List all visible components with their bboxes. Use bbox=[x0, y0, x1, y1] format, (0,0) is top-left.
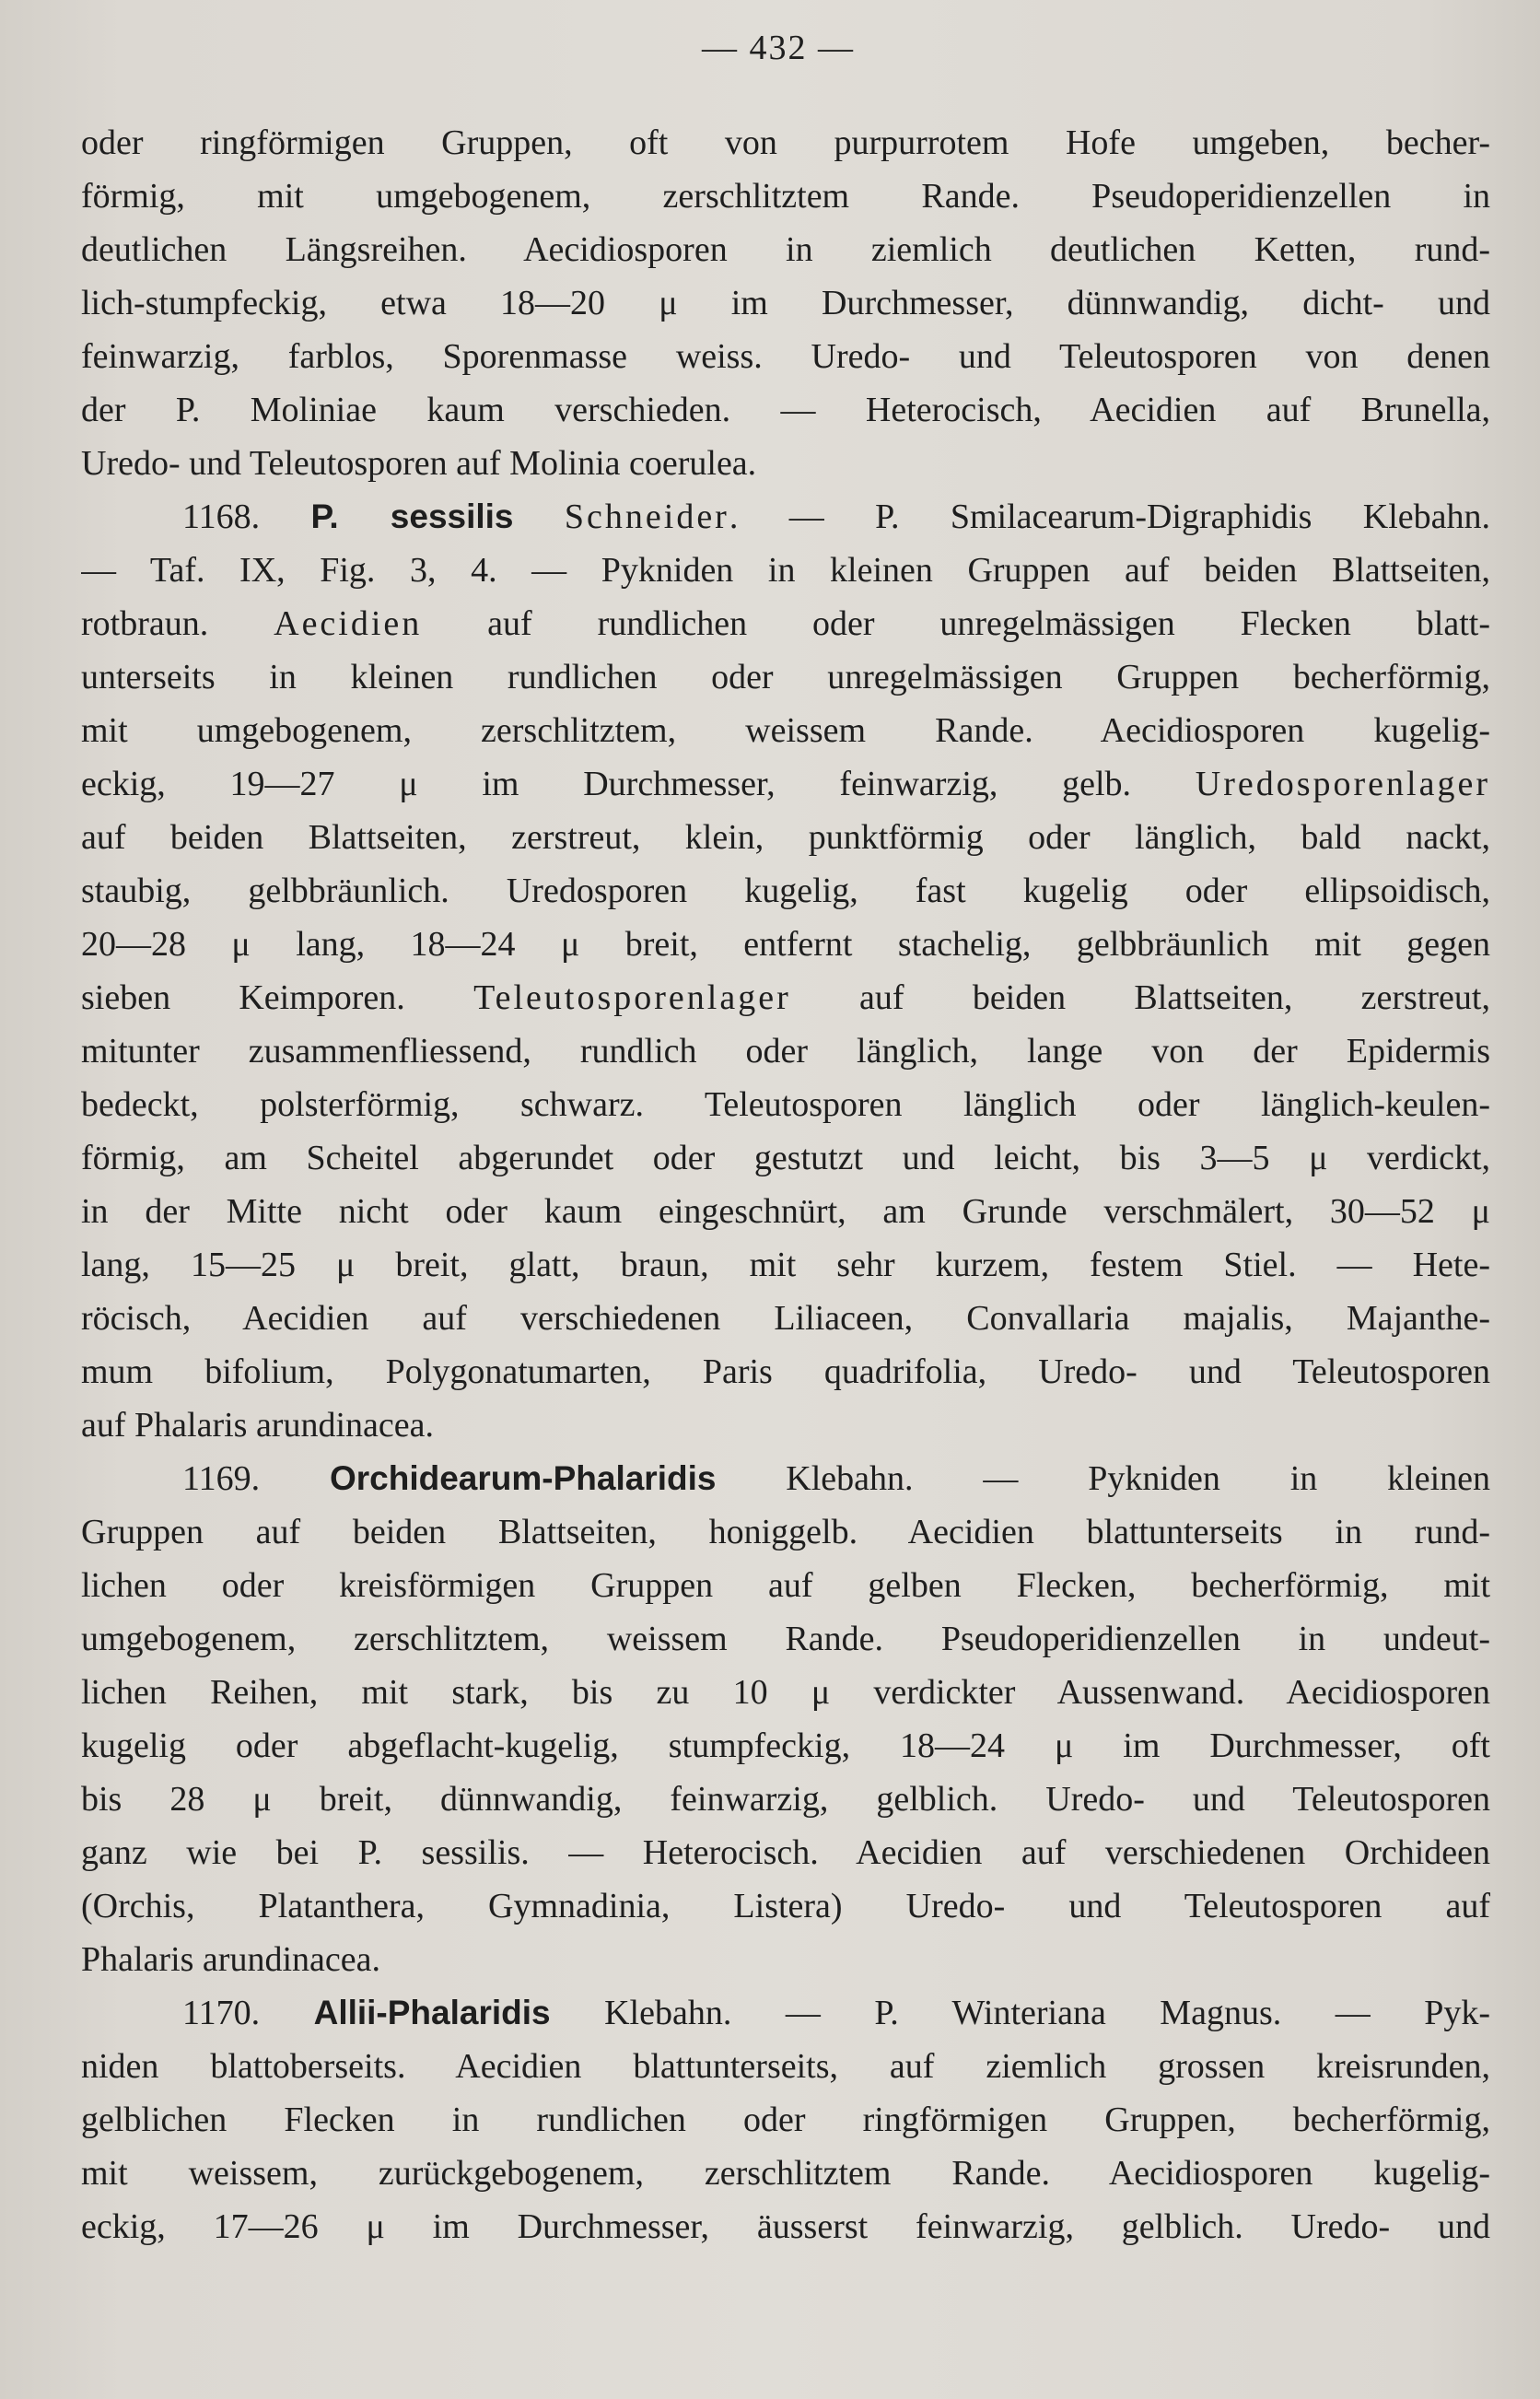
text-line: röcisch, Aecidien auf verschiedenen Liliaceen, Convallaria majalis, Majanthe- bbox=[81, 1299, 1490, 1338]
text-line: niden blattoberseits. Aecidien blattunterseits, auf ziemlich grossen kreisrunden, bbox=[81, 2047, 1490, 2086]
text-line: eckig, 17—26 μ im Durchmesser, äusserst feinwarzig, gelblich. Uredo- und bbox=[81, 2207, 1490, 2246]
spaced-term: Uredosporenlager bbox=[1195, 765, 1490, 803]
entry-1168-heading: 1168. P. sessilis Schneider. — P. Smilacearum-Digraphidis Klebahn. bbox=[182, 497, 1490, 536]
text-line: bedeckt, polsterförmig, schwarz. Teleutosporen länglich oder länglich-keulen- bbox=[81, 1085, 1490, 1124]
text-line: lich-stumpfeckig, etwa 18—20 μ im Durchmesser, dünnwandig, dicht- und bbox=[81, 284, 1490, 322]
text-line: 20—28 μ lang, 18—24 μ breit, entfernt stachelig, gelbbräunlich mit gegen bbox=[81, 925, 1490, 964]
text-line: auf Phalaris arundinacea. bbox=[81, 1406, 434, 1445]
spaced-term: Aecidien bbox=[274, 604, 423, 643]
text-line: (Orchis, Platanthera, Gymnadinia, Listera) Uredo- und Teleutosporen auf bbox=[81, 1887, 1490, 1925]
page-number: — 432 — bbox=[702, 29, 855, 67]
text-line: förmig, mit umgebogenem, zerschlitztem Rande. Pseudoperidienzellen in bbox=[81, 177, 1490, 216]
text-line: in der Mitte nicht oder kaum eingeschnürt, am Grunde verschmälert, 30—52 μ bbox=[81, 1192, 1490, 1231]
text-line: der P. Moliniae kaum verschieden. — Heterocisch, Aecidien auf Brunella, bbox=[81, 391, 1490, 429]
text-line: — Taf. IX, Fig. 3, 4. — Pykniden in kleinen Gruppen auf beiden Blattseiten, bbox=[81, 551, 1490, 590]
entry-1169-heading: 1169. Orchidearum-Phalaridis Klebahn. — Pykniden in kleinen bbox=[182, 1459, 1490, 1498]
text-line: Phalaris arundinacea. bbox=[81, 1940, 380, 1979]
text-line: mum bifolium, Polygonatumarten, Paris quadrifolia, Uredo- und Teleutosporen bbox=[81, 1352, 1490, 1391]
text-line: staubig, gelbbräunlich. Uredosporen kugelig, fast kugelig oder ellipsoidisch, bbox=[81, 872, 1490, 910]
text-line: Uredo- und Teleutosporen auf Molinia coerulea. bbox=[81, 444, 757, 483]
text-line: rotbraun. Aecidien auf rundlichen oder unregelmässigen Flecken blatt- bbox=[81, 604, 1490, 643]
entry-1170-heading: 1170. Allii-Phalaridis Klebahn. — P. Winteriana Magnus. — Pyk- bbox=[182, 1994, 1490, 2032]
species-name: P. sessilis bbox=[310, 497, 514, 535]
text-line: umgebogenem, zerschlitztem, weissem Rande. Pseudoperidienzellen in undeut- bbox=[81, 1620, 1490, 1658]
text-line: kugelig oder abgeflacht-kugelig, stumpfeckig, 18—24 μ im Durchmesser, oft bbox=[81, 1726, 1490, 1765]
text-line: förmig, am Scheitel abgerundet oder gestutzt und leicht, bis 3—5 μ verdickt, bbox=[81, 1139, 1490, 1177]
text-line: auf beiden Blattseiten, zerstreut, klein, punktförmig oder länglich, bald nackt, bbox=[81, 818, 1490, 857]
author-name: Schneider bbox=[564, 497, 729, 536]
text-line: eckig, 19—27 μ im Durchmesser, feinwarzig, gelb. Uredosporenlager bbox=[81, 765, 1490, 803]
body-text bbox=[81, 116, 1490, 2253]
text-line: feinwarzig, farblos, Sporenmasse weiss. Uredo- und Teleutosporen von denen bbox=[81, 337, 1490, 376]
text-line: ganz wie bei P. sessilis. — Heterocisch. Aecidien auf verschiedenen Orchideen bbox=[81, 1833, 1490, 1872]
species-name: Allii-Phalaridis bbox=[313, 1994, 551, 2031]
text-line: lichen oder kreisförmigen Gruppen auf gelben Flecken, becherförmig, mit bbox=[81, 1566, 1490, 1605]
text-line: Gruppen auf beiden Blattseiten, honiggelb. Aecidien blattunterseits in rund- bbox=[81, 1513, 1490, 1551]
text-line: bis 28 μ breit, dünnwandig, feinwarzig, gelblich. Uredo- und Teleutosporen bbox=[81, 1780, 1490, 1819]
text-line: mit weissem, zurückgebogenem, zerschlitztem Rande. Aecidiosporen kugelig- bbox=[81, 2154, 1490, 2193]
species-name: Orchidearum-Phalaridis bbox=[329, 1459, 717, 1497]
text-line: lichen Reihen, mit stark, bis zu 10 μ verdickter Aussenwand. Aecidiosporen bbox=[81, 1673, 1490, 1712]
text-line: sieben Keimporen. Teleutosporenlager auf beiden Blattseiten, zerstreut, bbox=[81, 978, 1490, 1017]
text-line: mit umgebogenem, zerschlitztem, weissem Rande. Aecidiosporen kugelig- bbox=[81, 711, 1490, 750]
spaced-term: Teleutosporenlager bbox=[473, 978, 791, 1017]
text-line: deutlichen Längsreihen. Aecidiosporen in ziemlich deutlichen Ketten, rund- bbox=[81, 230, 1490, 269]
text-line: lang, 15—25 μ breit, glatt, braun, mit sehr kurzem, festem Stiel. — Hete- bbox=[81, 1246, 1490, 1284]
text-line: mitunter zusammenfliessend, rundlich oder länglich, lange von der Epidermis bbox=[81, 1032, 1490, 1071]
text-line: gelblichen Flecken in rundlichen oder ringförmigen Gruppen, becherförmig, bbox=[81, 2101, 1490, 2139]
text-line: oder ringförmigen Gruppen, oft von purpurrotem Hofe umgeben, becher- bbox=[81, 123, 1490, 162]
text-line: unterseits in kleinen rundlichen oder unregelmässigen Gruppen becherförmig, bbox=[81, 658, 1490, 696]
